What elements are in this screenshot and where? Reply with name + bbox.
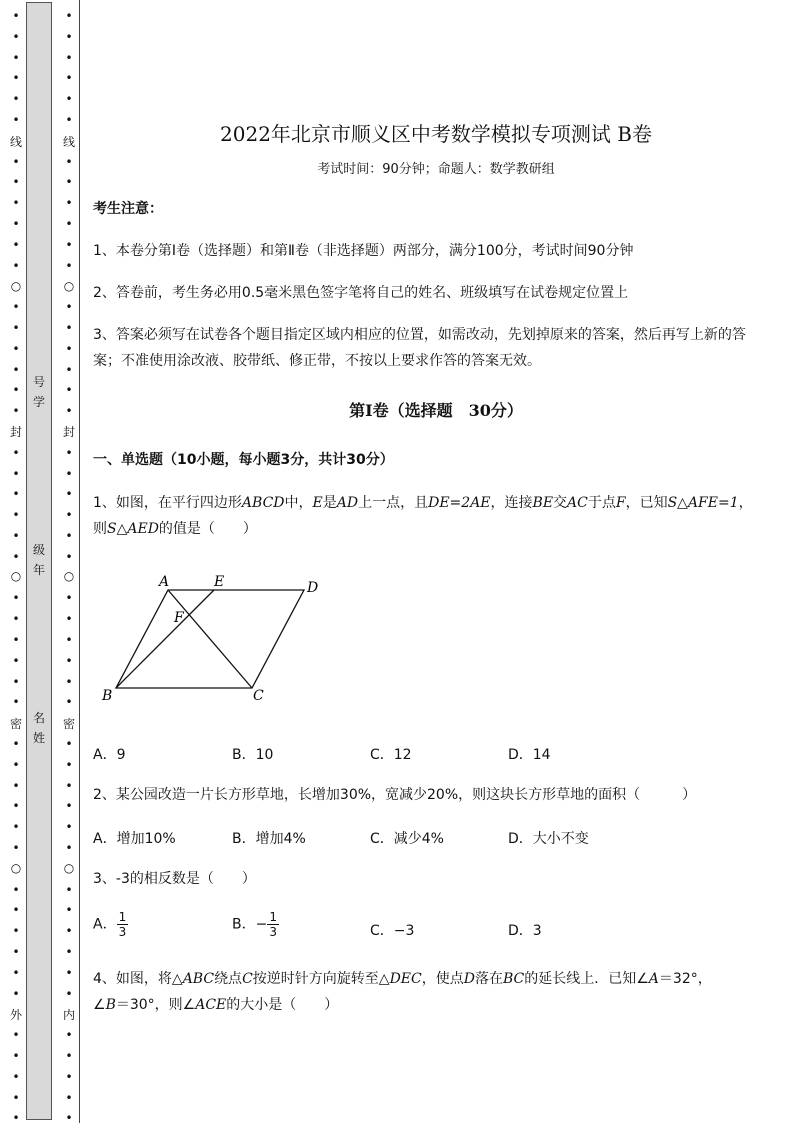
binding-dot: • (65, 820, 73, 835)
binding-dot: • (65, 1090, 73, 1105)
q3-option-a[interactable]: A． $\frac{1}{3}$ (93, 910, 127, 939)
binding-dot: • (65, 445, 73, 460)
binding-dot: • (12, 487, 20, 502)
question-2-text: 2、某公园改造一片长方形草地，长增加30%，宽减少20%，则这块长方形草地的面积（ ） (93, 787, 697, 803)
binding-dot: • (65, 757, 73, 772)
binding-dot: • (12, 113, 20, 127)
binding-dot: • (65, 71, 73, 86)
binding-dot: • (12, 1111, 20, 1125)
binding-dot: • (65, 591, 73, 606)
binding-dot: • (65, 113, 73, 127)
parallelogram-figure (96, 568, 336, 712)
binding-dot: • (12, 820, 20, 835)
binding-dot: • (65, 549, 73, 564)
binding-dot: • (65, 778, 73, 793)
binding-dot: • (65, 196, 73, 211)
binding-dot: • (12, 924, 20, 939)
binding-dot: • (12, 383, 20, 398)
binding-dot: • (12, 591, 20, 606)
q2-option-c[interactable]: C．减少4% (370, 831, 444, 847)
outer-binding-label: 线 (9, 135, 22, 149)
outer-binding-label: 密 (9, 717, 22, 731)
binding-dot: • (65, 404, 73, 419)
binding-dot: • (12, 986, 20, 1001)
label-e: E (214, 574, 225, 590)
binding-dot: • (65, 1111, 73, 1125)
binding-dot: • (12, 549, 20, 564)
question-3-text: 3、-3的相反数是（ ） (93, 871, 256, 887)
binding-dot: • (65, 321, 73, 335)
inner-dotted-line (62, 0, 76, 1123)
parallelogram-svg (96, 568, 336, 708)
binding-dot: • (65, 341, 73, 356)
inner-binding-circle: ○ (63, 569, 75, 583)
binding-dot: • (12, 341, 20, 356)
q1-option-c[interactable]: C．12 (370, 747, 412, 763)
inner-binding-label: 内 (62, 1008, 75, 1022)
inner-binding-circle: ○ (63, 861, 75, 875)
binding-dot: • (12, 695, 20, 710)
binding-dot: • (65, 882, 73, 897)
binding-dot: • (65, 945, 73, 959)
binding-dot: • (65, 154, 73, 169)
binding-dot: • (65, 633, 73, 647)
binding-dot: • (65, 529, 73, 543)
diagonal-ac (168, 590, 252, 688)
binding-dot: • (65, 29, 73, 44)
binding-dot: • (65, 695, 73, 710)
inner-binding-label: 线 (62, 135, 75, 149)
question-1-text: 1、如图，在平行四边形ABCD中，E是AD上一点，且DE=2AE，连接BE交AC于点F，已知S△AFE=1， 则S△AED的值是（ ） (93, 495, 753, 537)
binding-dot: • (12, 71, 20, 86)
binding-dot: • (65, 986, 73, 1001)
binding-dot: • (12, 50, 20, 65)
outer-binding-circle: ○ (10, 861, 22, 875)
binding-dot: • (65, 1028, 73, 1043)
binding-dot: • (12, 903, 20, 918)
q2-option-d[interactable]: D．大小不变 (508, 831, 589, 847)
binding-dot: • (12, 154, 20, 169)
q1-option-b[interactable]: B．10 (232, 747, 274, 763)
outer-binding-circle: ○ (10, 569, 22, 583)
binding-dot: • (12, 217, 20, 231)
binding-dot: • (12, 799, 20, 814)
outer-binding-label: 外 (9, 1008, 22, 1022)
binding-dot: • (12, 653, 20, 668)
binding-dot: • (12, 362, 20, 377)
binding-dot: • (12, 778, 20, 793)
binding-dot: • (65, 217, 73, 231)
binding-dot: • (65, 841, 73, 855)
binding-dot: • (65, 258, 73, 273)
binding-dot: • (12, 175, 20, 190)
binding-dot: • (12, 757, 20, 772)
binding-dot: • (12, 945, 20, 959)
q3-b-fraction: $\frac{1}{3}$ (269, 910, 277, 939)
binding-dot: • (65, 50, 73, 65)
label-a: A (159, 574, 170, 590)
inner-binding-circle: ○ (63, 279, 75, 293)
binding-dot: • (12, 737, 20, 751)
notice-item-3: 3、答案必须写在试卷各个题目指定区域内相应的位置，如需改动，先划掉原来的答案，然后再写上新的答案；不准使用涂改液、胶带纸、修正带，不按以上要求作答的答案无效。 (93, 327, 746, 369)
label-d: D (307, 580, 319, 596)
inner-border-line (79, 0, 80, 1123)
binding-dot: • (65, 1049, 73, 1063)
exam-subtitle: 考试时间：90分钟；命题人：数学教研组 (317, 162, 555, 177)
notice-item-1: 1、本卷分第I卷（选择题）和第Ⅱ卷（非选择题）两部分，满分100分，考试时间90分钟 (93, 243, 634, 259)
binding-dot: • (12, 29, 20, 44)
binding-dot: • (12, 1090, 20, 1105)
binding-dot: • (65, 1069, 73, 1084)
binding-dot: • (65, 9, 73, 23)
binding-dot: • (65, 737, 73, 751)
outer-binding-label: 封 (9, 425, 22, 439)
binding-dot: • (12, 1049, 20, 1063)
part-heading: 一、单选题（10小题，每小题3分，共计30分） (93, 452, 394, 468)
inner-binding-label: 封 (62, 425, 75, 439)
binding-dot: • (12, 965, 20, 980)
q3-option-b[interactable]: B．− $\frac{1}{3}$ (232, 910, 277, 939)
segment-be (116, 590, 214, 688)
notice-item-2: 2、答卷前，考生务必用0.5毫米黑色签字笔将自己的姓名、班级填写在试卷规定位置上 (93, 285, 629, 301)
binding-dot: • (65, 383, 73, 398)
q1-option-d[interactable]: D．14 (508, 747, 551, 763)
field-label-number: 号 学 (32, 375, 45, 409)
question-4-text: 4、如图，将△ABC绕点C按逆时针方向旋转至△DEC，使点D落在BC的延长线上．已知∠A＝32°， ∠B＝30°，则∠ACE的大小是（ ） (93, 971, 712, 1013)
label-f: F (174, 610, 184, 626)
binding-dot: • (65, 924, 73, 939)
binding-dot: • (12, 612, 20, 627)
binding-dot: • (65, 965, 73, 980)
binding-dot: • (12, 841, 20, 855)
outer-binding-circle: ○ (10, 279, 22, 293)
binding-dot: • (65, 92, 73, 107)
binding-dot: • (65, 362, 73, 377)
binding-dot: • (12, 633, 20, 647)
binding-dot: • (65, 487, 73, 502)
binding-dot: • (12, 445, 20, 460)
binding-dot: • (65, 237, 73, 252)
binding-dot: • (12, 674, 20, 689)
binding-dot: • (12, 9, 20, 23)
binding-dot: • (65, 612, 73, 627)
q3-option-c[interactable]: C．−3 (370, 923, 415, 939)
binding-dot: • (65, 653, 73, 668)
outer-dotted-line (9, 0, 23, 1123)
binding-dot: • (65, 466, 73, 481)
binding-dot: • (65, 674, 73, 689)
label-c: C (253, 688, 264, 704)
q3-a-fraction: $\frac{1}{3}$ (118, 910, 127, 939)
q2-option-b[interactable]: B．增加4% (232, 831, 306, 847)
binding-dot: • (12, 196, 20, 211)
binding-dot: • (65, 799, 73, 814)
binding-dot: • (12, 529, 20, 543)
binding-dot: • (12, 1069, 20, 1084)
binding-dot: • (65, 903, 73, 918)
binding-dot: • (12, 404, 20, 419)
q2-option-a[interactable]: A．增加10% (93, 831, 176, 847)
binding-dot: • (12, 882, 20, 897)
binding-dot: • (12, 258, 20, 273)
q3-option-d[interactable]: D．3 (508, 923, 542, 939)
binding-dot: • (12, 321, 20, 335)
label-b: B (102, 688, 113, 704)
binding-dot: • (12, 237, 20, 252)
field-label-name: 名 姓 (32, 711, 45, 745)
binding-dot: • (65, 175, 73, 190)
binding-dot: • (12, 508, 20, 523)
inner-binding-label: 密 (62, 717, 75, 731)
binding-dot: • (12, 466, 20, 481)
binding-dot: • (65, 508, 73, 523)
exam-title: 2022年北京市顺义区中考数学模拟专项测试 B卷 (220, 122, 652, 146)
q1-option-a[interactable]: A．9 (93, 747, 126, 763)
binding-dot: • (12, 1028, 20, 1043)
notice-heading: 考生注意： (93, 201, 163, 217)
binding-dot: • (12, 300, 20, 315)
field-label-grade: 级 年 (32, 543, 45, 577)
binding-dot: • (65, 300, 73, 315)
binding-dot: • (12, 92, 20, 107)
section-title: 第I卷（选择题 30分） (349, 401, 523, 420)
